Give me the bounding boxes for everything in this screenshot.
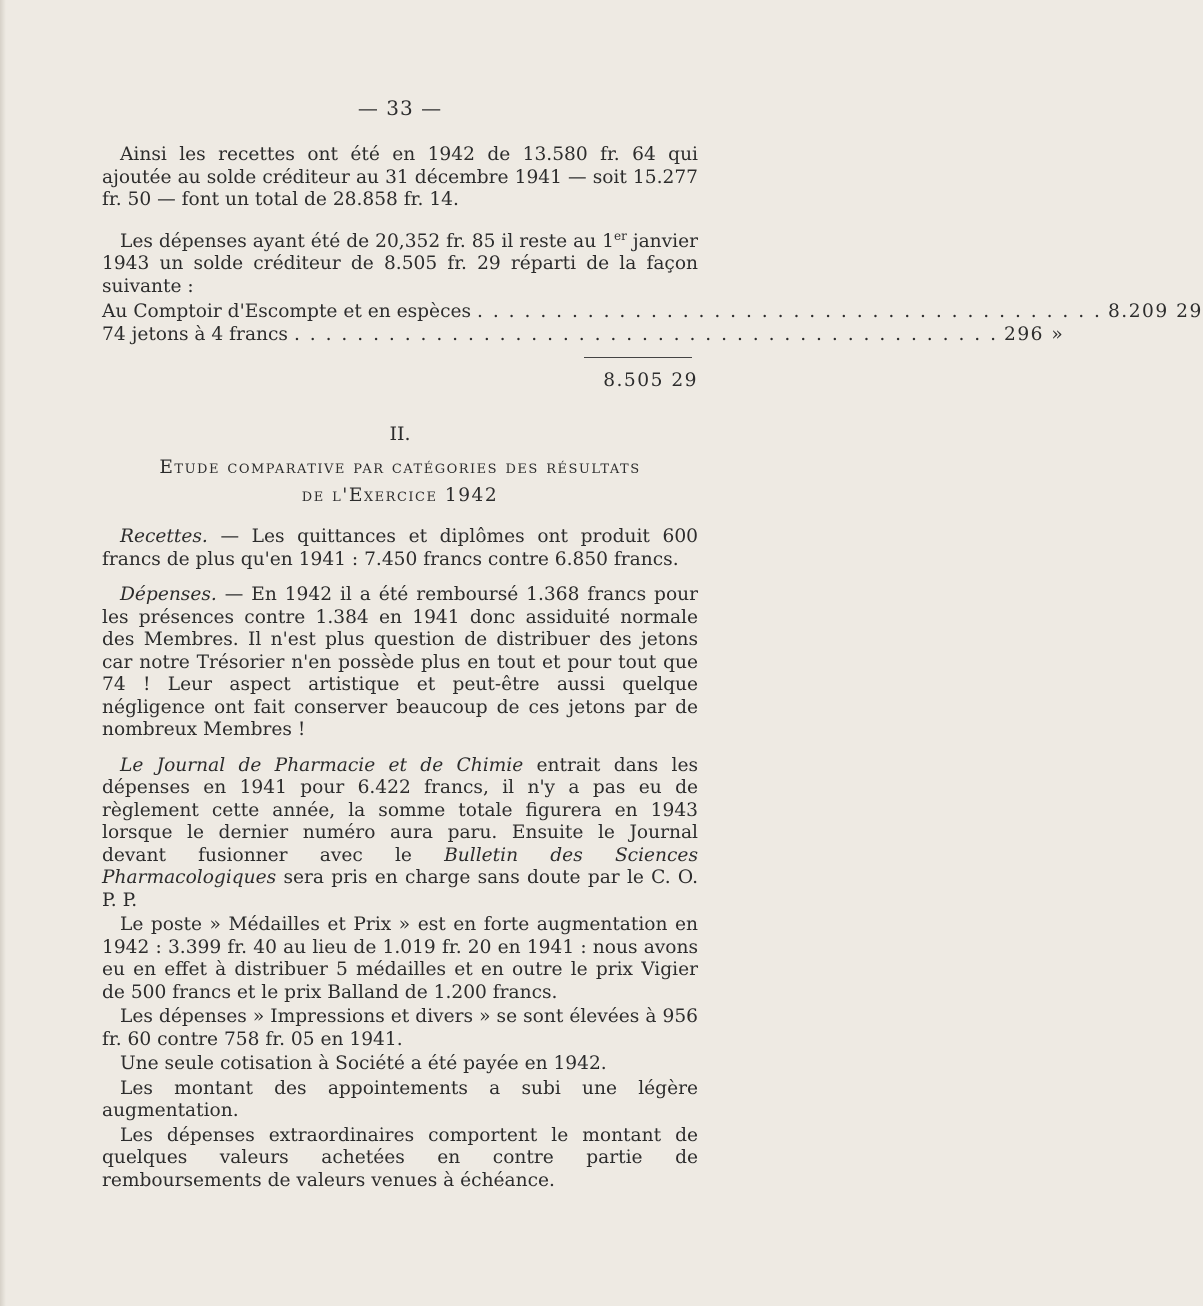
paragraph-impressions: Les dépenses » Impressions et divers » se sont élevées à 956 fr. 60 contre 758 fr. 05 en 1941. [102, 1006, 698, 1050]
intro-block [102, 144, 698, 298]
section-title-line1: Etude comparative par catégories des résultats [159, 457, 641, 478]
paragraph-cotisation: Une seule cotisation à Société a été payée en 1942. [120, 1053, 607, 1074]
paragraph-balance-intro: Les dépenses ayant été de 20,352 fr. 85 il reste au 1er janvier 1943 un solde créditeur de 8.505 fr. 29 réparti de la façon suivante : [102, 228, 698, 297]
section-title-line2: de l'Exercice 1942 [301, 485, 499, 506]
balance-row [102, 323, 1065, 347]
balance-row-label: Au Comptoir d'Escompte et en espèces [102, 301, 472, 322]
leader-dots: . . . . . . . . . . . . . . . . . . . . . . . . . . . . . . . . . . . . . . . . [477, 301, 1102, 322]
balance-row [102, 301, 1203, 324]
balance-total: 8.505 29 [603, 370, 698, 391]
bulletin-title: Bulletin des Sciences Pharmacologiques [102, 844, 698, 888]
paragraph-depenses: Dépenses. — En 1942 il a été remboursé 1.368 francs pour les présences contre 1.384 en 1941 donc assiduité normale des Membres. Il n'est plus question de distribuer des jetons car notre Trésorier n'en possède plus en tout et pour tout que 74 ! Leur aspect artistique et peut-être aussi quelque négligence ont fait conserver beaucoup de ces jetons par de nombreux Membres ! [102, 584, 698, 740]
paragraph-extraordinaires: Les dépenses extraordinaires comportent le montant de quelques valeurs achetées en contre partie de remboursements de valeurs venues à échéance. [102, 1124, 698, 1191]
page-number: — 33 — [357, 96, 443, 120]
depenses-label: Dépenses. [120, 584, 217, 605]
section-number: II. [389, 423, 411, 445]
leader-dots: . . . . . . . . . . . . . . . . . . . . . . . . . . . . . . . . . . . . . . . . . . . . . [293, 323, 998, 345]
paragraph-appointements: Les montant des appointements a subi une légère augmentation. [102, 1077, 698, 1121]
balance-row-label: 74 jetons à 4 francs [102, 323, 288, 345]
journal-title: Le Journal de Pharmacie et de Chimie [120, 754, 524, 776]
page-edge-shadow [0, 0, 6, 1306]
paragraph-recettes: Recettes. — Les quittances et diplômes ont produit 600 francs de plus qu'en 1941 : 7.450 francs contre 6.850 francs. [102, 526, 698, 570]
balance-row-amount: 8.209 29 [1107, 301, 1203, 322]
body-block [102, 526, 698, 1192]
paragraph-recettes-total: Ainsi les recettes ont été en 1942 de 13.580 fr. 64 qui ajoutée au solde créditeur au 31 décembre 1941 — soit 15.277 fr. 50 — font un total de 28.858 fr. 14. [102, 144, 698, 210]
balance-row-amount: 296 » [1004, 323, 1065, 345]
balance-table [102, 301, 1203, 346]
paragraph-journal: Le Journal de Pharmacie et de Chimie entrait dans les dépenses en 1941 pour 6.422 francs, il n'y a pas eu de règlement cette année, la somme totale figurera en 1943 lorsque le dernier numéro aura paru. Ensuite le Journal devant fusionner avec le Bulletin des Sciences Pharmacologiques sera pris en charge sans doute par le C. O. P. P. [102, 754, 698, 911]
recettes-label: Recettes. [120, 526, 208, 547]
paragraph-medailles: Le poste » Médailles et Prix » est en forte augmentation en 1942 : 3.399 fr. 40 au lieu de 1.019 fr. 20 en 1941 : nous avons eu en effet à distribuer 5 médailles et en outre le prix Vigier de 500 francs et le prix Balland de 1.200 francs. [102, 914, 698, 1003]
total-rule [584, 357, 692, 358]
